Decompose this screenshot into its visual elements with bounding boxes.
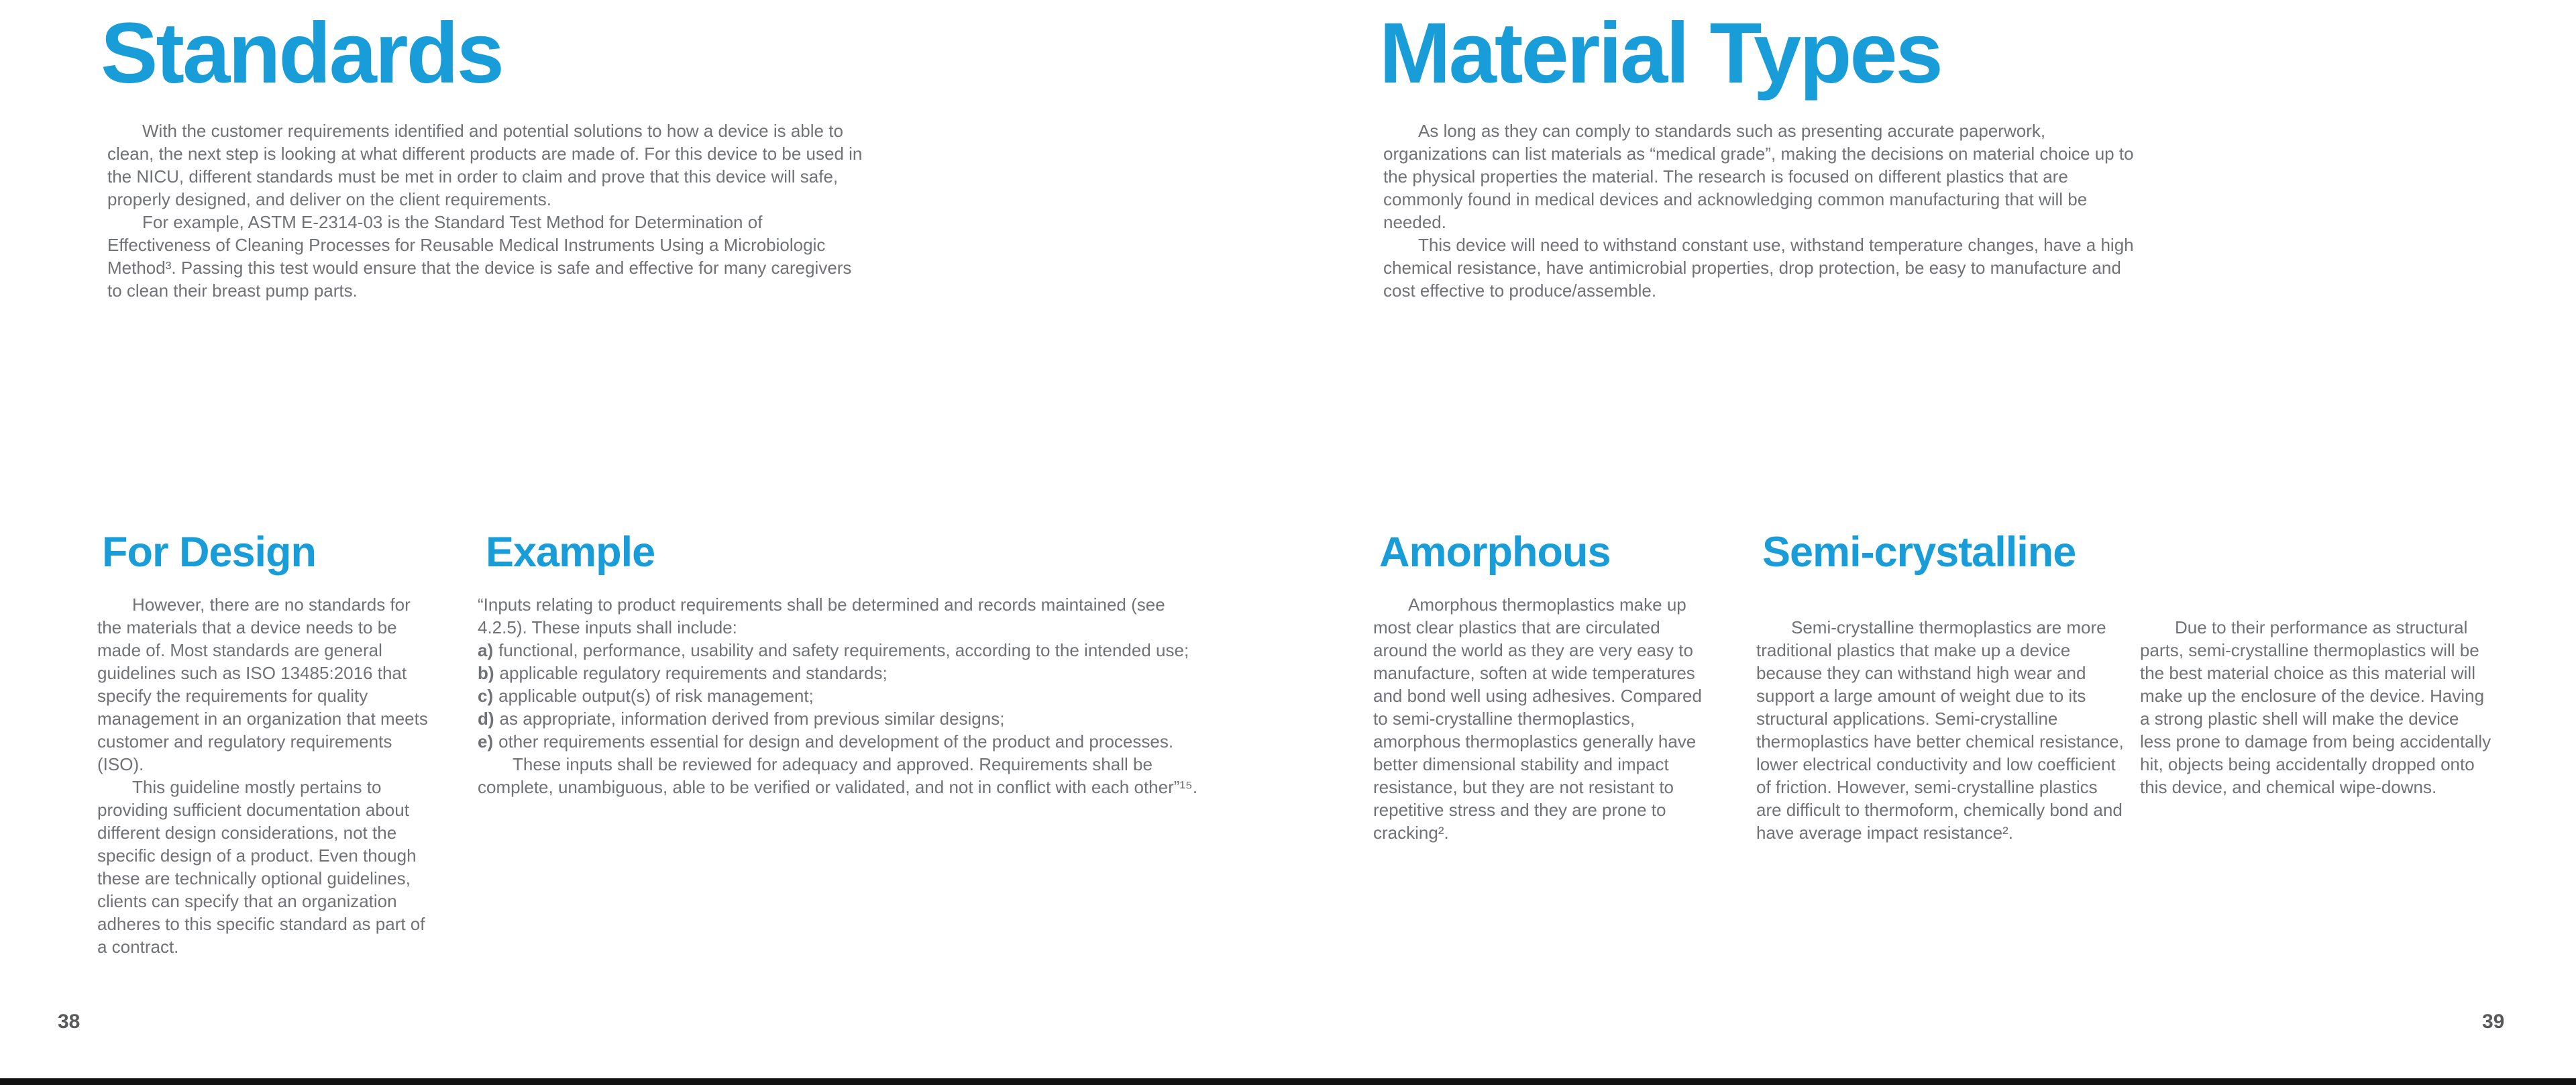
section-heading-for-design: For Design — [102, 529, 317, 576]
paragraph: Amorphous thermoplastics make up most clear plastics that are circulated around the world as they are very easy to manufacture, soften at wide temperatures and bond well using adhesives. Compared to semi-crystalline thermoplastics, amorphous thermoplastics generally have better dimensional stability and impact resistance, but they are not resistant to repetitive stress and they are prone to cracking². — [1373, 595, 1702, 843]
section-heading-example: Example — [486, 529, 655, 576]
list-item-letter: c) — [478, 686, 494, 706]
page-number-right: 39 — [2482, 1011, 2505, 1033]
list-item-text: other requirements essential for design and development of the product and processes. — [498, 731, 1174, 752]
paragraph: This guideline mostly pertains to providing sufficient documentation about different design considerations, not the specific design of a product. Even though these are technically optional guidelines, clients can specify that an organization adheres to this specific standard as part of a contract. — [97, 777, 425, 957]
paragraph: With the customer requirements identified and potential solutions to how a device is able to clean, the next step is looking at what different products are made of. For this device to be used in the NICU, different standards must be met in order to claim and prove that this device will safe, properly designed, and deliver on the client requirements. — [107, 121, 863, 209]
semi-crystalline-column-1 — [1756, 616, 2124, 844]
paragraph: Semi-crystalline thermoplastics are more traditional plastics that make up a device because they can withstand high wear and support a large amount of weight due to its structural applications. Semi-crystalline thermoplastics have better chemical resistance, lower electrical conductivity and low coefficient of friction. However, semi-crystalline plastics are difficult to thermoform, chemically bond and have average impact resistance². — [1756, 617, 2124, 843]
paragraph: However, there are no standards for the materials that a device needs to be made of. Most standards are general guidelines such as ISO 13485:2016 that specify the requirements for quality management in an organization that meets customer and regulatory requirements (ISO). — [97, 595, 428, 774]
bottom-edge-bar — [0, 1078, 2576, 1085]
list-item — [478, 684, 1219, 707]
section-heading-semi-crystalline: Semi-crystalline — [1762, 529, 2076, 576]
paragraph: Due to their performance as structural parts, semi-crystalline thermoplastics will be the best material choice as this material will make up the enclosure of the device. Having a strong plastic shell will make the device less prone to damage from being accidentally hit, objects being accidentally dropped onto this device, and chemical wipe-downs. — [2140, 617, 2491, 797]
paragraph: For example, ASTM E-2314-03 is the Standard Test Method for Determination of Effectiveness of Cleaning Processes for Reusable Medical Instruments Using a Microbiologic Method³. Passing this test would ensure that the device is safe and effective for many caregivers to clean their breast pump parts. — [107, 212, 852, 301]
page-title-material-types: Material Types — [1379, 5, 1941, 101]
list-item — [478, 662, 1219, 684]
paragraph: This device will need to withstand constant use, withstand temperature changes, have a high chemical resistance, have antimicrobial properties, drop protection, be easy to manufacture and cost effective to produce/assemble. — [1383, 235, 2134, 301]
list-item-text: applicable output(s) of risk management; — [498, 686, 814, 706]
page-title-standards: Standards — [101, 5, 502, 101]
quote-closing: These inputs shall be reviewed for adequacy and approved. Requirements shall be complete, unambiguous, able to be verified or validated, and not in conflict with each other”¹⁵. — [478, 754, 1198, 797]
amorphous-column — [1373, 593, 1712, 844]
list-item-text: as appropriate, information derived from previous similar designs; — [499, 709, 1005, 729]
page-number-left: 38 — [58, 1011, 80, 1033]
paragraph: As long as they can comply to standards such as presenting accurate paperwork, organizations can list materials as “medical grade”, making the decisions on material choice up to the physical properties the material. The research is focused on different plastics that are commonly found in medical devices and acknowledging common manufacturing that will be needed. — [1383, 121, 2134, 232]
example-column — [478, 593, 1219, 798]
list-item-letter: b) — [478, 663, 494, 683]
for-design-column — [97, 593, 436, 958]
section-heading-amorphous: Amorphous — [1379, 529, 1611, 576]
list-item-letter: e) — [478, 731, 494, 752]
quote-lead: “Inputs relating to product requirements shall be determined and records maintained (see 4.2.5). These inputs shall include: — [478, 595, 1165, 637]
material-types-intro — [1383, 119, 2141, 302]
list-item — [478, 639, 1219, 662]
semi-crystalline-column-2 — [2140, 616, 2494, 798]
list-item-text: applicable regulatory requirements and standards; — [499, 663, 888, 683]
list-item — [478, 730, 1219, 753]
list-item-letter: a) — [478, 640, 494, 660]
list-item — [478, 707, 1219, 730]
standards-intro — [107, 119, 865, 302]
list-item-letter: d) — [478, 709, 494, 729]
list-item-text: functional, performance, usability and safety requirements, according to the intended use; — [498, 640, 1189, 660]
